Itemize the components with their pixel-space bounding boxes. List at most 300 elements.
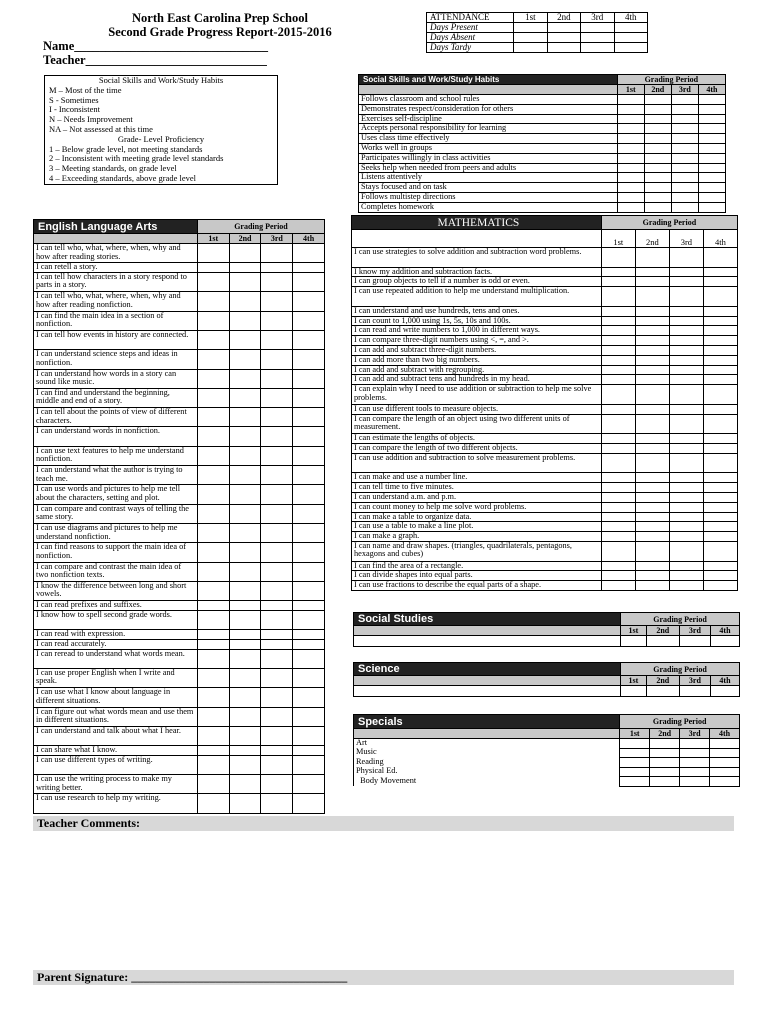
grade-cell[interactable]: [261, 581, 293, 600]
grade-cell[interactable]: [601, 316, 635, 326]
grade-cell[interactable]: [621, 636, 647, 647]
grade-cell[interactable]: [601, 434, 635, 444]
grade-cell[interactable]: [601, 502, 635, 512]
grade-cell[interactable]: [197, 581, 229, 600]
grade-cell[interactable]: [197, 466, 229, 485]
grade-cell[interactable]: [644, 183, 671, 193]
grade-cell[interactable]: [601, 571, 635, 581]
grade-cell[interactable]: [703, 453, 737, 473]
grade-cell[interactable]: [197, 311, 229, 330]
grade-cell[interactable]: [644, 173, 671, 183]
attendance-cell[interactable]: [547, 23, 580, 33]
grade-cell[interactable]: [698, 143, 725, 153]
grade-cell[interactable]: [293, 794, 325, 813]
grade-cell[interactable]: [293, 485, 325, 504]
grade-cell[interactable]: [261, 244, 293, 263]
grade-cell[interactable]: [644, 192, 671, 202]
grade-cell[interactable]: [669, 277, 703, 287]
grade-cell[interactable]: [261, 668, 293, 687]
grade-cell[interactable]: [680, 748, 710, 758]
grade-cell[interactable]: [669, 404, 703, 414]
grade-cell[interactable]: [671, 134, 698, 144]
grade-cell[interactable]: [229, 244, 261, 263]
grade-cell[interactable]: [601, 385, 635, 405]
grade-cell[interactable]: [635, 453, 669, 473]
grade-cell[interactable]: [635, 483, 669, 493]
grade-cell[interactable]: [229, 746, 261, 756]
grade-cell[interactable]: [293, 562, 325, 581]
grade-cell[interactable]: [293, 408, 325, 427]
grade-cell[interactable]: [703, 306, 737, 316]
grade-cell[interactable]: [601, 522, 635, 532]
grade-cell[interactable]: [601, 375, 635, 385]
grade-cell[interactable]: [229, 688, 261, 707]
grade-cell[interactable]: [671, 124, 698, 134]
grade-cell[interactable]: [644, 104, 671, 114]
grade-cell[interactable]: [261, 446, 293, 465]
grade-cell[interactable]: [646, 636, 679, 647]
grade-cell[interactable]: [261, 746, 293, 756]
grade-cell[interactable]: [601, 287, 635, 307]
grade-cell[interactable]: [644, 124, 671, 134]
grade-cell[interactable]: [293, 272, 325, 291]
grade-cell[interactable]: [197, 630, 229, 640]
grade-cell[interactable]: [229, 466, 261, 485]
grade-cell[interactable]: [197, 350, 229, 369]
grade-cell[interactable]: [601, 267, 635, 277]
grade-cell[interactable]: [635, 532, 669, 542]
grade-cell[interactable]: [680, 777, 710, 787]
grade-cell[interactable]: [669, 492, 703, 502]
grade-cell[interactable]: [644, 134, 671, 144]
grade-cell[interactable]: [261, 755, 293, 774]
grade-cell[interactable]: [644, 153, 671, 163]
grade-cell[interactable]: [197, 244, 229, 263]
grade-cell[interactable]: [679, 686, 710, 697]
grade-cell[interactable]: [601, 355, 635, 365]
grade-cell[interactable]: [635, 561, 669, 571]
grade-cell[interactable]: [679, 636, 710, 647]
grade-cell[interactable]: [197, 688, 229, 707]
grade-cell[interactable]: [671, 143, 698, 153]
grade-cell[interactable]: [617, 192, 644, 202]
grade-cell[interactable]: [261, 543, 293, 562]
grade-cell[interactable]: [703, 483, 737, 493]
grade-cell[interactable]: [229, 562, 261, 581]
grade-cell[interactable]: [229, 755, 261, 774]
grade-cell[interactable]: [197, 610, 229, 629]
grade-cell[interactable]: [703, 414, 737, 434]
grade-cell[interactable]: [261, 350, 293, 369]
grade-cell[interactable]: [617, 183, 644, 193]
grade-cell[interactable]: [229, 524, 261, 543]
grade-cell[interactable]: [669, 306, 703, 316]
grade-cell[interactable]: [620, 748, 650, 758]
grade-cell[interactable]: [261, 794, 293, 813]
grade-cell[interactable]: [293, 688, 325, 707]
attendance-cell[interactable]: [514, 23, 547, 33]
grade-cell[interactable]: [671, 192, 698, 202]
grade-cell[interactable]: [229, 726, 261, 745]
grade-cell[interactable]: [698, 183, 725, 193]
grade-cell[interactable]: [669, 522, 703, 532]
grade-cell[interactable]: [680, 767, 710, 777]
grade-cell[interactable]: [620, 777, 650, 787]
grade-cell[interactable]: [261, 388, 293, 407]
grade-cell[interactable]: [703, 443, 737, 453]
teacher-name-field[interactable]: [43, 53, 267, 68]
grade-cell[interactable]: [197, 794, 229, 813]
grade-cell[interactable]: [261, 330, 293, 349]
grade-cell[interactable]: [293, 330, 325, 349]
grade-cell[interactable]: [703, 277, 737, 287]
grade-cell[interactable]: [293, 388, 325, 407]
grade-cell[interactable]: [671, 163, 698, 173]
grade-cell[interactable]: [698, 173, 725, 183]
grade-cell[interactable]: [261, 369, 293, 388]
grade-cell[interactable]: [635, 385, 669, 405]
grade-cell[interactable]: [261, 311, 293, 330]
grade-cell[interactable]: [669, 581, 703, 591]
grade-cell[interactable]: [229, 581, 261, 600]
grade-cell[interactable]: [229, 369, 261, 388]
grade-cell[interactable]: [617, 114, 644, 124]
grade-cell[interactable]: [669, 571, 703, 581]
grade-cell[interactable]: [601, 365, 635, 375]
grade-cell[interactable]: [601, 345, 635, 355]
grade-cell[interactable]: [644, 202, 671, 212]
grade-cell[interactable]: [635, 522, 669, 532]
grade-cell[interactable]: [703, 512, 737, 522]
grade-cell[interactable]: [698, 192, 725, 202]
grade-cell[interactable]: [698, 114, 725, 124]
grade-cell[interactable]: [197, 639, 229, 649]
grade-cell[interactable]: [197, 775, 229, 794]
grade-cell[interactable]: [703, 355, 737, 365]
grade-cell[interactable]: [293, 244, 325, 263]
grade-cell[interactable]: [635, 414, 669, 434]
grade-cell[interactable]: [669, 541, 703, 561]
grade-cell[interactable]: [229, 668, 261, 687]
grade-cell[interactable]: [671, 95, 698, 105]
grade-cell[interactable]: [669, 502, 703, 512]
grade-cell[interactable]: [703, 365, 737, 375]
grade-cell[interactable]: [710, 686, 739, 697]
grade-cell[interactable]: [669, 345, 703, 355]
grade-cell[interactable]: [671, 183, 698, 193]
grade-cell[interactable]: [293, 726, 325, 745]
grade-cell[interactable]: [293, 630, 325, 640]
grade-cell[interactable]: [601, 473, 635, 483]
attendance-cell[interactable]: [614, 33, 647, 43]
grade-cell[interactable]: [703, 326, 737, 336]
grade-cell[interactable]: [293, 610, 325, 629]
grade-cell[interactable]: [669, 355, 703, 365]
grade-cell[interactable]: [229, 504, 261, 523]
grade-cell[interactable]: [197, 668, 229, 687]
grade-cell[interactable]: [197, 543, 229, 562]
grade-cell[interactable]: [669, 434, 703, 444]
grade-cell[interactable]: [617, 163, 644, 173]
grade-cell[interactable]: [261, 524, 293, 543]
grade-cell[interactable]: [293, 504, 325, 523]
grade-cell[interactable]: [669, 326, 703, 336]
grade-cell[interactable]: [261, 775, 293, 794]
grade-cell[interactable]: [197, 292, 229, 311]
grade-cell[interactable]: [197, 649, 229, 668]
grade-cell[interactable]: [601, 404, 635, 414]
grade-cell[interactable]: [601, 248, 635, 268]
grade-cell[interactable]: [293, 668, 325, 687]
grade-cell[interactable]: [261, 610, 293, 629]
grade-cell[interactable]: [703, 287, 737, 307]
grade-cell[interactable]: [293, 707, 325, 726]
grade-cell[interactable]: [703, 267, 737, 277]
grade-cell[interactable]: [293, 427, 325, 446]
grade-cell[interactable]: [229, 446, 261, 465]
grade-cell[interactable]: [229, 610, 261, 629]
grade-cell[interactable]: [293, 746, 325, 756]
grade-cell[interactable]: [229, 485, 261, 504]
grade-cell[interactable]: [635, 365, 669, 375]
grade-cell[interactable]: [261, 562, 293, 581]
grade-cell[interactable]: [261, 639, 293, 649]
grade-cell[interactable]: [261, 427, 293, 446]
grade-cell[interactable]: [635, 473, 669, 483]
grade-cell[interactable]: [703, 541, 737, 561]
grade-cell[interactable]: [669, 316, 703, 326]
grade-cell[interactable]: [229, 408, 261, 427]
grade-cell[interactable]: [229, 639, 261, 649]
grade-cell[interactable]: [617, 173, 644, 183]
grade-cell[interactable]: [650, 767, 680, 777]
grade-cell[interactable]: [197, 427, 229, 446]
grade-cell[interactable]: [671, 173, 698, 183]
grade-cell[interactable]: [601, 336, 635, 346]
grade-cell[interactable]: [644, 143, 671, 153]
grade-cell[interactable]: [635, 277, 669, 287]
grade-cell[interactable]: [635, 581, 669, 591]
grade-cell[interactable]: [293, 601, 325, 611]
grade-cell[interactable]: [703, 581, 737, 591]
attendance-cell[interactable]: [581, 33, 614, 43]
grade-cell[interactable]: [293, 543, 325, 562]
grade-cell[interactable]: [617, 202, 644, 212]
grade-cell[interactable]: [650, 748, 680, 758]
grade-cell[interactable]: [703, 375, 737, 385]
grade-cell[interactable]: [197, 562, 229, 581]
grade-cell[interactable]: [601, 443, 635, 453]
grade-cell[interactable]: [197, 446, 229, 465]
attendance-cell[interactable]: [547, 43, 580, 53]
grade-cell[interactable]: [635, 267, 669, 277]
grade-cell[interactable]: [229, 601, 261, 611]
grade-cell[interactable]: [698, 124, 725, 134]
grade-cell[interactable]: [293, 446, 325, 465]
grade-cell[interactable]: [698, 163, 725, 173]
grade-cell[interactable]: [621, 686, 647, 697]
grade-cell[interactable]: [293, 639, 325, 649]
grade-cell[interactable]: [635, 571, 669, 581]
grade-cell[interactable]: [635, 541, 669, 561]
grade-cell[interactable]: [601, 483, 635, 493]
grade-cell[interactable]: [617, 104, 644, 114]
grade-cell[interactable]: [620, 767, 650, 777]
grade-cell[interactable]: [617, 153, 644, 163]
grade-cell[interactable]: [669, 365, 703, 375]
grade-cell[interactable]: [635, 345, 669, 355]
grade-cell[interactable]: [197, 504, 229, 523]
grade-cell[interactable]: [635, 502, 669, 512]
grade-cell[interactable]: [229, 311, 261, 330]
grade-cell[interactable]: [261, 649, 293, 668]
attendance-cell[interactable]: [581, 23, 614, 33]
grade-cell[interactable]: [698, 95, 725, 105]
grade-cell[interactable]: [229, 263, 261, 273]
attendance-cell[interactable]: [614, 43, 647, 53]
grade-cell[interactable]: [261, 263, 293, 273]
attendance-cell[interactable]: [614, 23, 647, 33]
grade-cell[interactable]: [671, 202, 698, 212]
grade-cell[interactable]: [261, 466, 293, 485]
grade-cell[interactable]: [703, 345, 737, 355]
grade-cell[interactable]: [669, 443, 703, 453]
grade-cell[interactable]: [703, 561, 737, 571]
grade-cell[interactable]: [229, 330, 261, 349]
grade-cell[interactable]: [644, 163, 671, 173]
grade-cell[interactable]: [635, 248, 669, 268]
grade-cell[interactable]: [601, 561, 635, 571]
grade-cell[interactable]: [229, 427, 261, 446]
grade-cell[interactable]: [703, 316, 737, 326]
grade-cell[interactable]: [698, 104, 725, 114]
grade-cell[interactable]: [229, 794, 261, 813]
grade-cell[interactable]: [650, 758, 680, 768]
grade-cell[interactable]: [635, 375, 669, 385]
grade-cell[interactable]: [635, 287, 669, 307]
grade-cell[interactable]: [601, 306, 635, 316]
teacher-comments[interactable]: [33, 816, 734, 831]
grade-cell[interactable]: [601, 492, 635, 502]
grade-cell[interactable]: [669, 473, 703, 483]
attendance-cell[interactable]: [581, 43, 614, 53]
grade-cell[interactable]: [669, 267, 703, 277]
grade-cell[interactable]: [293, 581, 325, 600]
grade-cell[interactable]: [229, 630, 261, 640]
student-name-field[interactable]: [43, 39, 268, 54]
grade-cell[interactable]: [703, 492, 737, 502]
grade-cell[interactable]: [635, 306, 669, 316]
grade-cell[interactable]: [601, 581, 635, 591]
attendance-cell[interactable]: [547, 33, 580, 43]
grade-cell[interactable]: [601, 414, 635, 434]
grade-cell[interactable]: [703, 532, 737, 542]
grade-cell[interactable]: [703, 434, 737, 444]
grade-cell[interactable]: [261, 726, 293, 745]
attendance-cell[interactable]: [514, 43, 547, 53]
grade-cell[interactable]: [669, 385, 703, 405]
grade-cell[interactable]: [197, 369, 229, 388]
grade-cell[interactable]: [197, 330, 229, 349]
grade-cell[interactable]: [710, 739, 740, 749]
grade-cell[interactable]: [644, 95, 671, 105]
grade-cell[interactable]: [261, 292, 293, 311]
grade-cell[interactable]: [261, 485, 293, 504]
grade-cell[interactable]: [635, 336, 669, 346]
grade-cell[interactable]: [669, 483, 703, 493]
grade-cell[interactable]: [698, 202, 725, 212]
grade-cell[interactable]: [703, 404, 737, 414]
grade-cell[interactable]: [669, 336, 703, 346]
grade-cell[interactable]: [293, 311, 325, 330]
grade-cell[interactable]: [261, 630, 293, 640]
grade-cell[interactable]: [261, 504, 293, 523]
grade-cell[interactable]: [669, 561, 703, 571]
grade-cell[interactable]: [650, 739, 680, 749]
grade-cell[interactable]: [197, 263, 229, 273]
grade-cell[interactable]: [293, 524, 325, 543]
grade-cell[interactable]: [293, 369, 325, 388]
grade-cell[interactable]: [669, 375, 703, 385]
grade-cell[interactable]: [197, 485, 229, 504]
grade-cell[interactable]: [229, 707, 261, 726]
grade-cell[interactable]: [703, 248, 737, 268]
grade-cell[interactable]: [703, 385, 737, 405]
grade-cell[interactable]: [703, 336, 737, 346]
grade-cell[interactable]: [703, 522, 737, 532]
grade-cell[interactable]: [617, 134, 644, 144]
grade-cell[interactable]: [710, 748, 740, 758]
grade-cell[interactable]: [261, 707, 293, 726]
grade-cell[interactable]: [669, 453, 703, 473]
grade-cell[interactable]: [229, 272, 261, 291]
grade-cell[interactable]: [197, 746, 229, 756]
grade-cell[interactable]: [703, 571, 737, 581]
grade-cell[interactable]: [197, 707, 229, 726]
grade-cell[interactable]: [617, 143, 644, 153]
grade-cell[interactable]: [197, 755, 229, 774]
grade-cell[interactable]: [635, 326, 669, 336]
grade-cell[interactable]: [261, 272, 293, 291]
grade-cell[interactable]: [293, 350, 325, 369]
grade-cell[interactable]: [197, 272, 229, 291]
grade-cell[interactable]: [601, 541, 635, 561]
grade-cell[interactable]: [293, 755, 325, 774]
grade-cell[interactable]: [669, 248, 703, 268]
grade-cell[interactable]: [620, 739, 650, 749]
grade-cell[interactable]: [669, 414, 703, 434]
grade-cell[interactable]: [635, 512, 669, 522]
grade-cell[interactable]: [617, 124, 644, 134]
parent-signature[interactable]: [33, 970, 734, 985]
grade-cell[interactable]: [710, 758, 740, 768]
grade-cell[interactable]: [671, 104, 698, 114]
grade-cell[interactable]: [680, 739, 710, 749]
grade-cell[interactable]: [635, 443, 669, 453]
grade-cell[interactable]: [698, 153, 725, 163]
grade-cell[interactable]: [261, 408, 293, 427]
grade-cell[interactable]: [601, 277, 635, 287]
grade-cell[interactable]: [635, 404, 669, 414]
grade-cell[interactable]: [620, 758, 650, 768]
grade-cell[interactable]: [671, 114, 698, 124]
grade-cell[interactable]: [197, 408, 229, 427]
grade-cell[interactable]: [197, 726, 229, 745]
grade-cell[interactable]: [710, 777, 740, 787]
grade-cell[interactable]: [293, 775, 325, 794]
grade-cell[interactable]: [229, 649, 261, 668]
grade-cell[interactable]: [646, 686, 679, 697]
